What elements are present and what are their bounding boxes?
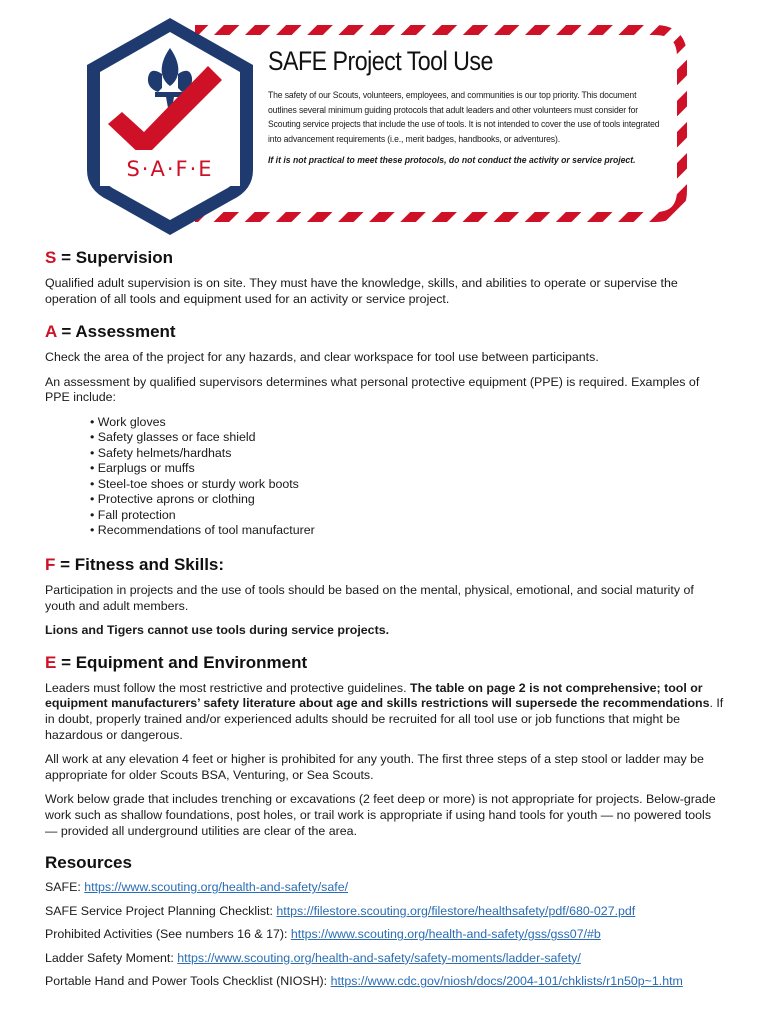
header (0, 0, 768, 240)
resource-item: Ladder Safety Moment: https://www.scouting.org/health-and-safety/safety-moments/ladder-safety/ (45, 950, 581, 965)
fitness-text: Participation in projects and the use of tools should be based on the mental, physical, emotional, and social maturity of youth and adult members. (45, 582, 694, 613)
list-item: • Recommendations of tool manufacturer (90, 523, 315, 538)
intro-text: The safety of our Scouts, volunteers, employees, and communities is our top priority. This document outlines several minimum guiding protocols that adult leaders and other volunteers must consider for Scouting service projects that include the use of tools. It is not intended to cover the use of tools integrated into advancement requirements (i.e., merit badges, handbooks, or adventures). (268, 90, 660, 145)
list-item: • Earplugs or muffs (90, 461, 195, 476)
main-content (45, 248, 725, 990)
list-item: • Protective aprons or clothing (90, 492, 255, 507)
resource-item: SAFE Service Project Planning Checklist: https://filestore.scouting.org/filestore/healthsafety/pdf/680-027.pdf (45, 903, 636, 918)
heading-letter: E (45, 652, 57, 672)
page-title: SAFE Project Tool Use (268, 46, 493, 76)
fitness-heading: F = Fitness and Skills: (45, 554, 225, 574)
list-item: • Fall protection (90, 507, 176, 522)
assessment-heading: A = Assessment (45, 322, 176, 342)
equipment-text-1: Leaders must follow the most restrictive and protective guidelines. The table on page 2 is not comprehensive; tool or equipment manufacturers’ safety literature about age and skills restrictions will supersede the recommendations. If in doubt, properly trained and/or experienced adults should be recruited for all tool use or job functions that might be hazardous or dangerous. (45, 680, 724, 742)
heading-letter: F (45, 554, 56, 574)
resource-item: Portable Hand and Power Tools Checklist (NIOSH): https://www.cdc.gov/niosh/docs/2004-101/chklists/r1n50p~1.htm (45, 974, 683, 989)
resources-heading: Resources (45, 853, 132, 873)
resource-link[interactable]: https://www.scouting.org/health-and-safety/safety-moments/ladder-safety/ (177, 950, 581, 965)
heading-letter: A (45, 322, 57, 342)
list-item: • Steel-toe shoes or sturdy work boots (90, 476, 299, 491)
warning-text: If it is not practical to meet these protocols, do not conduct the activity or service project. (268, 155, 636, 167)
list-item: • Safety glasses or face shield (90, 430, 256, 445)
resource-item: Prohibited Activities (See numbers 16 & 17): https://www.scouting.org/health-and-safety/gss/gss07/#b (45, 927, 601, 942)
resource-item: SAFE: https://www.scouting.org/health-and-safety/safe/ (45, 880, 349, 895)
header-text-block (268, 46, 668, 166)
list-item: • Safety helmets/hardhats (90, 445, 232, 460)
logo-wordmark: S·A·F·E (126, 157, 214, 181)
equipment-text-2: All work at any elevation 4 feet or higher is prohibited for any youth. The first three steps of a step stool or ladder may be appropriate for older Scouts BSA, Venturing, or Sea Scouts. (45, 752, 704, 782)
resource-link[interactable]: https://www.scouting.org/health-and-safety/safe/ (84, 880, 349, 895)
resource-link[interactable]: https://www.scouting.org/health-and-safety/gss/gss07/#b (290, 927, 601, 942)
resource-link[interactable]: https://www.cdc.gov/niosh/docs/2004-101/chklists/r1n50p~1.htm (330, 974, 683, 989)
equipment-text-3: Work below grade that includes trenching or excavations (2 feet deep or more) is not appropriate for projects. Below-grade work such as shallow foundations, post holes, or trail work is appropriate if using hand tools for youth — no powered tools — provided all underground utilities are clear of the area. (45, 792, 716, 838)
resource-link[interactable]: https://filestore.scouting.org/filestore/healthsafety/pdf/680-027.pdf (276, 903, 636, 918)
assessment-text-2: An assessment by qualified supervisors determines what personal protective equipment (PPE) is required. Examples of PPE include: (45, 374, 700, 405)
equipment-heading: E = Equipment and Environment (45, 652, 308, 672)
assessment-text-1: Check the area of the project for any hazards, and clear workspace for tool use between participants. (45, 350, 599, 365)
list-item: • Work gloves (90, 414, 166, 429)
supervision-text: Qualified adult supervision is on site. They must have the knowledge, skills, and abilities to operate or supervise the operation of all tools and equipment used for an activity or service project. (45, 276, 678, 306)
fitness-note: Lions and Tigers cannot use tools during service projects. (45, 623, 390, 638)
ppe-list (45, 415, 725, 539)
supervision-heading: S = Supervision (45, 248, 174, 267)
heading-letter: S (45, 248, 57, 267)
